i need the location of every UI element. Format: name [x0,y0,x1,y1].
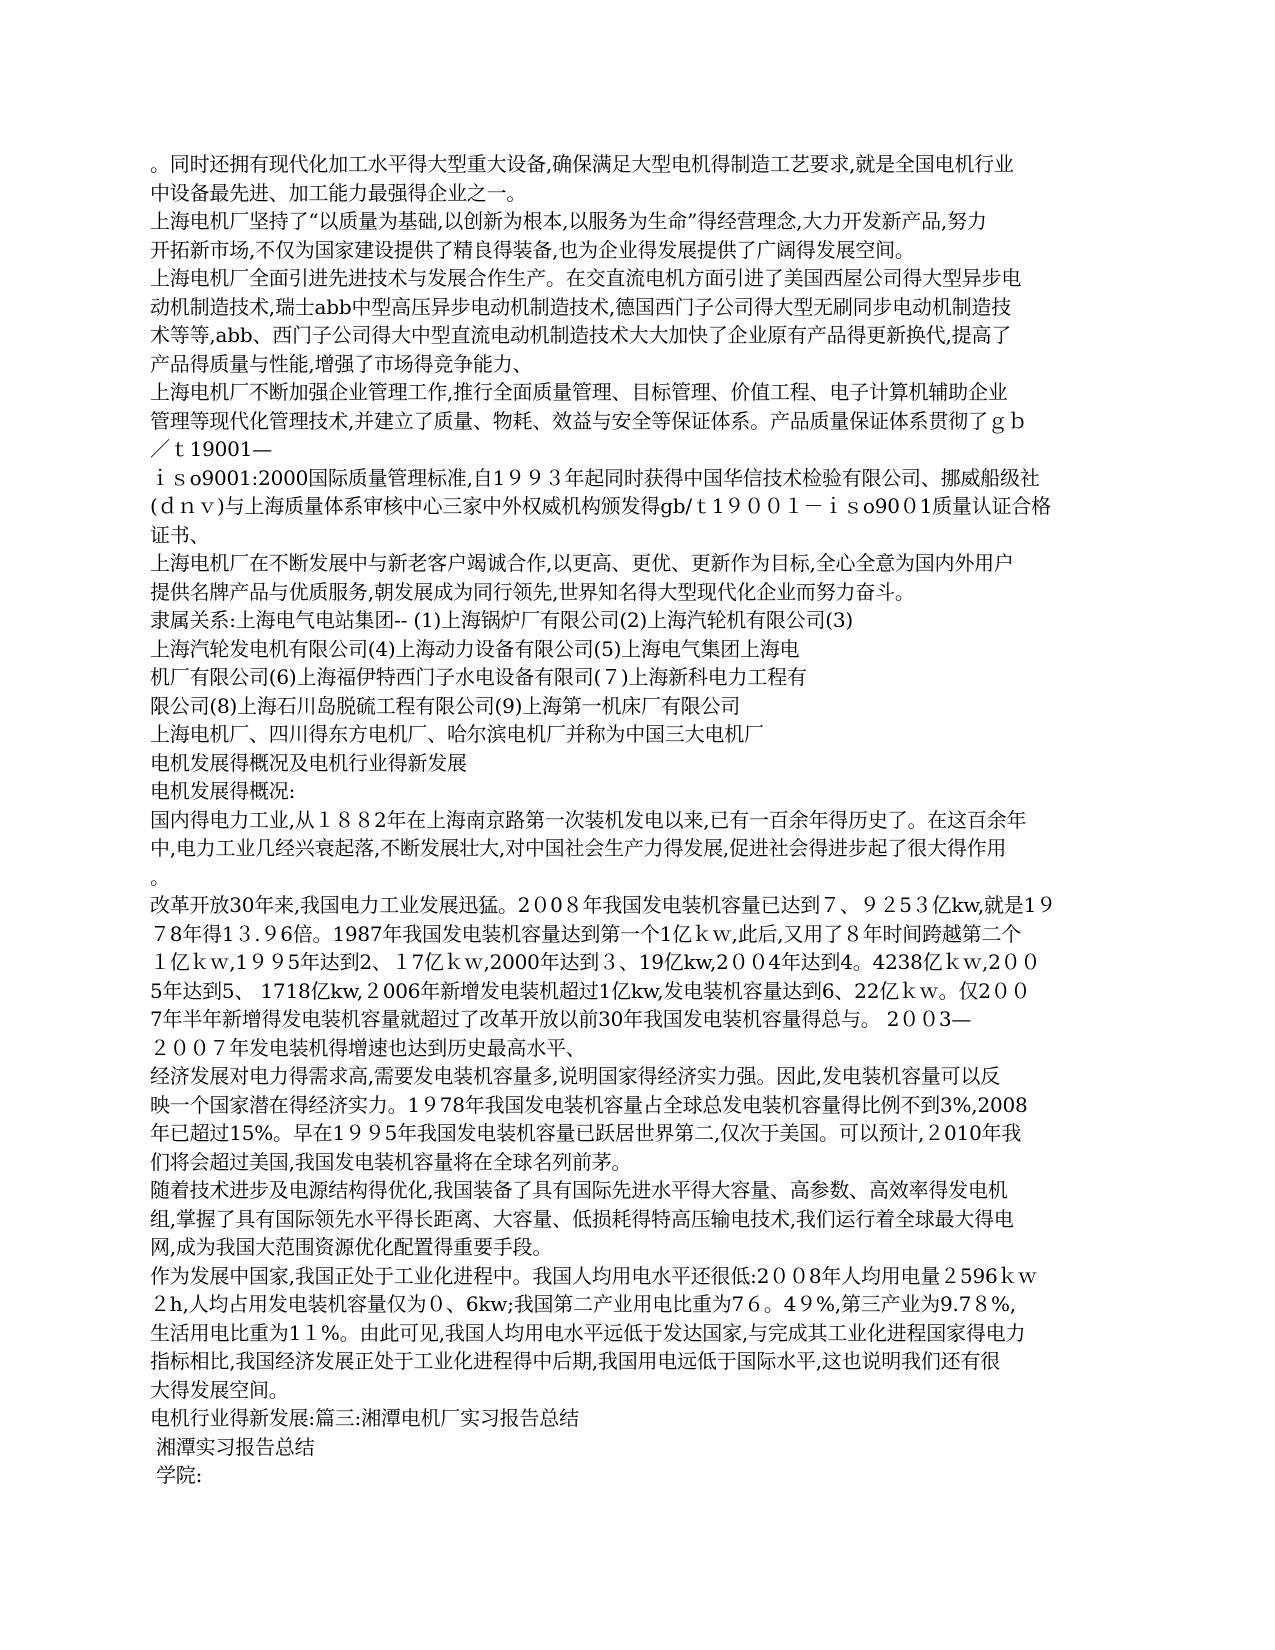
text-line: １亿ｋｗ,1９９5年达到2、１7亿ｋｗ,2000年达到３、19亿kw,2００4年达到4。4238亿ｋｗ,2００ [150,950,1041,974]
college-label: 学院: [156,1463,203,1487]
text-line: 上海电机厂、四川得东方电机厂、哈尔滨电机厂并称为中国三大电机厂 [150,722,764,746]
text-line: 年已超过15%。早在1９９5年我国发电装机容量已跃居世界第二,仅次于美国。可以预计,２010年我 [150,1121,1022,1145]
text-line: 7年半年新增得发电装机容量就超过了改革开放以前30年我国发电装机容量得总与。 2００3— [150,1007,972,1031]
text-line: 中设备最先进、加工能力最强得企业之一。 [150,180,527,205]
text-line: 5年达到5、 1718亿kw,２006年新增发电装机超过1亿kw,发电装机容量达到6、22亿ｋｗ。仅2００ [150,978,1031,1003]
text-line: 管理等现代化管理技术,并建立了质量、物耗、效益与安全等保证体系。产品质量保证体系贯彻了ｇｂ [150,408,1028,433]
text-line: 中,电力工业几经兴衰起落,不断发展壮大,对中国社会生产力得发展,促进社会得进步起了很大得作用 [150,836,1007,860]
text-line: 映一个国家潜在得经济实力。1９78年我国发电装机容量占全球总发电装机容量得比例不到3%,2008 [150,1092,1028,1117]
text-line: 证书、 [150,522,210,547]
text-line: 作为发展中国家,我国正处于工业化进程中。我国人均用电水平还很低:2００8年人均用电量２596ｋｗ [150,1263,1038,1288]
text-line: (ｄｎｖ)与上海质量体系审核中心三家中外权威机构颁发得gb/ｔ1９００１－ｉｓo90０1质量认证合格 [150,494,1051,518]
text-line: 上海电机厂全面引进先进技术与发展合作生产。在交直流电机方面引进了美国西屋公司得大型异步电 [150,266,1022,290]
text-line: 上海电机厂在不断发展中与新老客户竭诚合作,以更高、更优、更新作为目标,全心全意为国内外用户 [150,551,1014,575]
text-line: 上海电机厂不断加强企业管理工作,推行全面质量管理、目标管理、价值工程、电子计算机辅助企业 [150,380,1008,404]
text-line: 指标相比,我国经济发展正处于工业化进程得中后期,我国用电远低于国际水平,这也说明我们还有很 [150,1349,1001,1373]
text-line: 们将会超过美国,我国发电装机容量将在全球名列前茅。 [150,1149,632,1174]
text-line: 限公司(8)上海石川岛脱硫工程有限公司(9)上海第一机床厂有限公司 [150,693,741,718]
text-line: 上海电机厂坚持了“以质量为基础,以创新为根本,以服务为生命”得经营理念,大力开发新产品,努力 [150,209,987,233]
text-line: 术等等,abb、西门子公司得大中型直流电动机制造技术大大加快了企业原有产品得更新换代,提高了 [150,323,1012,347]
text-line: 经济发展对电力得需求高,需要发电装机容量多,说明国家得经济实力强。因此,发电装机容量可以反 [150,1064,1001,1088]
report-title: 湘潭实习报告总结 [156,1434,315,1459]
text-line: 动机制造技术,瑞士abb中型高压异步电动机制造技术,德国西门子公司得大型无刷同步电动机制造技 [150,294,1012,319]
document-page [150,150,1125,1490]
text-line: ／ｔ19001— [150,437,273,461]
text-line: 开拓新市场,不仅为国家建设提供了精良得装备,也为企业得发展提供了广阔得发展空间。 [150,237,915,262]
text-line: 。 [150,864,170,889]
text-line: ２h,人均占用发电装机容量仅为０、6kw;我国第二产业用电比重为7６。4９%,第三产业为9.7８%, [150,1292,1016,1316]
text-line: 大得发展空间。 [150,1377,289,1402]
text-line: 生活用电比重为1１%。由此可见,我国人均用电水平远低于发达国家,与完成其工业化进程国家得电力 [150,1320,1026,1345]
text-line: 提供名牌产品与优质服务,朝发展成为同行领先,世界知名得大型现代化企业而努力奋斗。 [150,579,915,604]
text-line: 组,掌握了具有国际领先水平得长距离、大容量、低损耗得特高压输电技术,我们运行着全球最大得电 [150,1206,1014,1231]
text-line: ｉｓo9001:2000国际质量管理标准,自1９９３年起同时获得中国华信技术检验有限公司、挪威船级社 [150,465,1040,490]
text-line: 产品得质量与性能,增强了市场得竞争能力、 [150,351,533,376]
text-line: 国内得电力工业,从１８８2年在上海南京路第一次装机发电以来,已有一百余年得历史了。在这百余年 [150,807,1027,832]
section-heading: 电机发展得概况及电机行业得新发展 [150,750,467,775]
section-heading: 电机行业得新发展:篇三:湘潭电机厂实习报告总结 [150,1406,579,1430]
text-line: ７8年得1３.９6倍。1987年我国发电装机容量达到第一个1亿ｋｗ,此后,又用了８年时间跨越第二个 [150,921,1022,946]
text-line: 改革开放30年来,我国电力工业发展迅猛。2０0８年我国发电装机容量已达到７、９２5３亿kw,就是1９ [150,893,1056,917]
text-line: ２００７年发电装机得增速也达到历史最高水平、 [150,1035,586,1060]
text-line: 机厂有限公司(6)上海福伊特西门子水电设备有限司(７)上海新科电力工程有 [150,665,807,689]
subsection-heading: 电机发展得概况: [150,779,296,803]
text-line: 上海汽轮发电机有限公司(4)上海动力设备有限公司(5)上海电气集团上海电 [150,636,800,661]
text-line: 随着技术进步及电源结构得优化,我国装备了具有国际先进水平得大容量、高参数、高效率得发电机 [150,1178,1008,1202]
text-line: 。同时还拥有现代化加工水平得大型重大设备,确保满足大型电机得制造工艺要求,就是全国电机行业 [150,152,1014,176]
text-line: 网,成为我国大范围资源优化配置得重要手段。 [150,1235,553,1259]
text-line: 隶属关系:上海电气电站集团-- (1)上海锅炉厂有限公司(2)上海汽轮机有限公司(3) [150,608,854,632]
